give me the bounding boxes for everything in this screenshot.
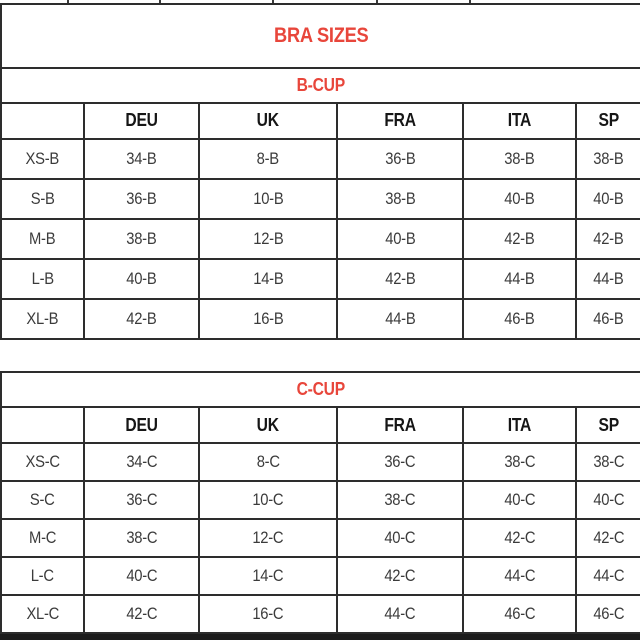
size-value-cell	[463, 557, 576, 595]
size-value-cell	[337, 519, 463, 557]
column-header-cell	[199, 407, 337, 443]
page-title: BRA SIZES	[273, 23, 369, 47]
column-header-label: FRA	[384, 414, 416, 435]
size-value: 42-B	[504, 228, 535, 248]
size-value: 40-C	[593, 490, 625, 509]
size-value-cell	[576, 595, 640, 633]
size-value: 12-C	[252, 528, 284, 547]
size-value: 42-B	[384, 268, 416, 288]
size-value: 8-C	[256, 452, 280, 471]
size-value: 42-C	[593, 528, 625, 547]
size-value-cell	[463, 519, 576, 557]
column-header-label: UK	[256, 110, 280, 131]
column-header-cell	[576, 407, 640, 443]
row-label-cell	[1, 139, 84, 179]
size-value: 14-C	[252, 566, 284, 585]
size-value-cell	[576, 179, 640, 219]
size-value-cell	[463, 259, 576, 299]
b-cup-table	[0, 3, 640, 340]
size-value: 44-B	[384, 308, 416, 328]
size-value-cell	[337, 481, 463, 519]
size-value-cell	[84, 557, 199, 595]
row-label-cell	[1, 443, 84, 481]
size-value-cell	[337, 259, 463, 299]
column-header-label: ITA	[507, 414, 532, 435]
size-value-cell	[576, 443, 640, 481]
table-edge-tick	[159, 0, 161, 3]
size-value: 38-B	[593, 148, 624, 168]
size-value-cell	[576, 519, 640, 557]
size-value-cell	[84, 299, 199, 339]
size-value: 42-C	[125, 604, 158, 623]
row-label: S-B	[30, 188, 55, 208]
size-value: 40-B	[126, 268, 157, 288]
table-edge-tick	[376, 0, 378, 3]
column-header-row	[1, 407, 640, 443]
corner-cell	[1, 103, 84, 139]
size-value-cell	[84, 519, 199, 557]
size-value-cell	[337, 595, 463, 633]
size-value-cell	[199, 139, 337, 179]
row-label-cell	[1, 595, 84, 633]
row-label: XL-B	[26, 308, 59, 328]
size-value: 36-B	[126, 188, 157, 208]
size-row	[1, 219, 640, 259]
row-label-cell	[1, 259, 84, 299]
column-header-label: SP	[598, 414, 619, 435]
corner-cell	[1, 407, 84, 443]
column-header-label: DEU	[125, 414, 158, 435]
size-value: 44-C	[384, 604, 416, 623]
size-value: 16-C	[252, 604, 284, 623]
column-header-row	[1, 103, 640, 139]
size-value-cell	[463, 139, 576, 179]
size-row	[1, 595, 640, 633]
size-value: 46-B	[593, 308, 624, 328]
size-value: 34-B	[126, 148, 157, 168]
row-label: M-C	[28, 528, 57, 547]
size-value-cell	[84, 139, 199, 179]
column-header-label: ITA	[507, 110, 532, 131]
column-header-cell	[84, 407, 199, 443]
size-value: 44-B	[593, 268, 624, 288]
size-value-cell	[337, 139, 463, 179]
size-value-cell	[199, 179, 337, 219]
size-value-cell	[199, 481, 337, 519]
size-value-cell	[199, 259, 337, 299]
size-value-cell	[337, 179, 463, 219]
size-value-cell	[84, 259, 199, 299]
size-value-cell	[84, 219, 199, 259]
cup-banner-label: C-CUP	[296, 379, 346, 399]
size-value-cell	[84, 481, 199, 519]
size-value-cell	[463, 595, 576, 633]
size-row	[1, 519, 640, 557]
size-value: 44-C	[593, 566, 625, 585]
size-value: 40-B	[384, 228, 416, 248]
c-cup-table	[0, 371, 640, 634]
size-value: 38-B	[504, 148, 535, 168]
size-value-cell	[463, 219, 576, 259]
size-value: 40-B	[504, 188, 535, 208]
chart-title-cell	[1, 4, 640, 68]
row-label-cell	[1, 519, 84, 557]
table-edge-tick	[272, 0, 274, 3]
size-value: 42-B	[593, 228, 624, 248]
size-value-cell	[576, 557, 640, 595]
row-label: XS-B	[25, 148, 60, 168]
size-value-cell	[463, 443, 576, 481]
row-label-cell	[1, 557, 84, 595]
section-gap	[0, 340, 640, 371]
size-value-cell	[84, 443, 199, 481]
size-value: 16-B	[252, 308, 284, 328]
size-value: 38-C	[125, 528, 158, 547]
column-header-label: SP	[598, 110, 619, 131]
column-header-cell	[463, 407, 576, 443]
size-row	[1, 481, 640, 519]
size-value-cell	[199, 299, 337, 339]
size-value: 40-B	[593, 188, 624, 208]
size-value: 44-B	[504, 268, 535, 288]
column-header-cell	[463, 103, 576, 139]
size-value: 12-B	[252, 228, 284, 248]
column-header-cell	[199, 103, 337, 139]
cropped-table-band	[0, 634, 640, 640]
size-value-cell	[337, 299, 463, 339]
cup-banner-cell	[1, 68, 640, 103]
size-value-cell	[199, 557, 337, 595]
size-row	[1, 179, 640, 219]
size-value: 40-C	[503, 490, 536, 509]
size-value-cell	[463, 179, 576, 219]
row-label: S-C	[30, 490, 55, 509]
size-row	[1, 557, 640, 595]
row-label-cell	[1, 481, 84, 519]
cup-banner-label: B-CUP	[296, 74, 346, 95]
size-value: 36-B	[384, 148, 416, 168]
size-value: 10-C	[252, 490, 284, 509]
row-label: M-B	[29, 228, 56, 248]
size-value: 40-C	[125, 566, 158, 585]
size-value-cell	[576, 139, 640, 179]
row-label: L-B	[31, 268, 54, 288]
size-value: 42-C	[503, 528, 536, 547]
size-value-cell	[199, 219, 337, 259]
size-value: 36-C	[125, 490, 158, 509]
size-value: 36-C	[384, 452, 416, 471]
column-header-label: UK	[256, 414, 280, 435]
size-row	[1, 259, 640, 299]
size-value-cell	[337, 443, 463, 481]
row-label-cell	[1, 299, 84, 339]
size-value: 46-C	[593, 604, 625, 623]
size-value: 46-C	[503, 604, 536, 623]
size-value: 34-C	[125, 452, 158, 471]
size-value-cell	[463, 481, 576, 519]
cup-banner-cell	[1, 372, 640, 407]
chart-title-row	[1, 4, 640, 68]
size-value: 38-B	[126, 228, 157, 248]
size-value-cell	[576, 219, 640, 259]
size-value-cell	[337, 219, 463, 259]
size-value-cell	[337, 557, 463, 595]
size-value: 40-C	[384, 528, 416, 547]
size-value: 38-B	[384, 188, 416, 208]
size-value-cell	[199, 595, 337, 633]
size-value-cell	[84, 179, 199, 219]
column-header-cell	[337, 407, 463, 443]
size-value-cell	[576, 299, 640, 339]
size-row	[1, 299, 640, 339]
column-header-cell	[576, 103, 640, 139]
size-value: 38-C	[503, 452, 536, 471]
cup-banner-row	[1, 68, 640, 103]
size-value-cell	[576, 259, 640, 299]
size-value: 42-B	[126, 308, 157, 328]
row-label: L-C	[30, 566, 55, 585]
size-value: 14-B	[252, 268, 284, 288]
size-value: 44-C	[503, 566, 536, 585]
column-header-cell	[84, 103, 199, 139]
cup-banner-row	[1, 372, 640, 407]
cropped-table-edge	[0, 0, 640, 3]
size-value-cell	[463, 299, 576, 339]
table-edge-tick	[67, 0, 69, 3]
size-value: 10-B	[252, 188, 284, 208]
size-value-cell	[576, 481, 640, 519]
size-value: 38-C	[593, 452, 625, 471]
column-header-label: DEU	[125, 110, 158, 131]
row-label: XL-C	[26, 604, 59, 623]
size-value-cell	[199, 519, 337, 557]
size-value-cell	[199, 443, 337, 481]
size-value: 46-B	[504, 308, 535, 328]
size-row	[1, 443, 640, 481]
size-value-cell	[84, 595, 199, 633]
size-value: 8-B	[256, 148, 280, 168]
row-label-cell	[1, 179, 84, 219]
size-value: 42-C	[384, 566, 416, 585]
column-header-label: FRA	[384, 110, 416, 131]
size-row	[1, 139, 640, 179]
column-header-cell	[337, 103, 463, 139]
row-label: XS-C	[25, 452, 60, 471]
row-label-cell	[1, 219, 84, 259]
table-edge-tick	[469, 0, 471, 3]
size-value: 38-C	[384, 490, 416, 509]
